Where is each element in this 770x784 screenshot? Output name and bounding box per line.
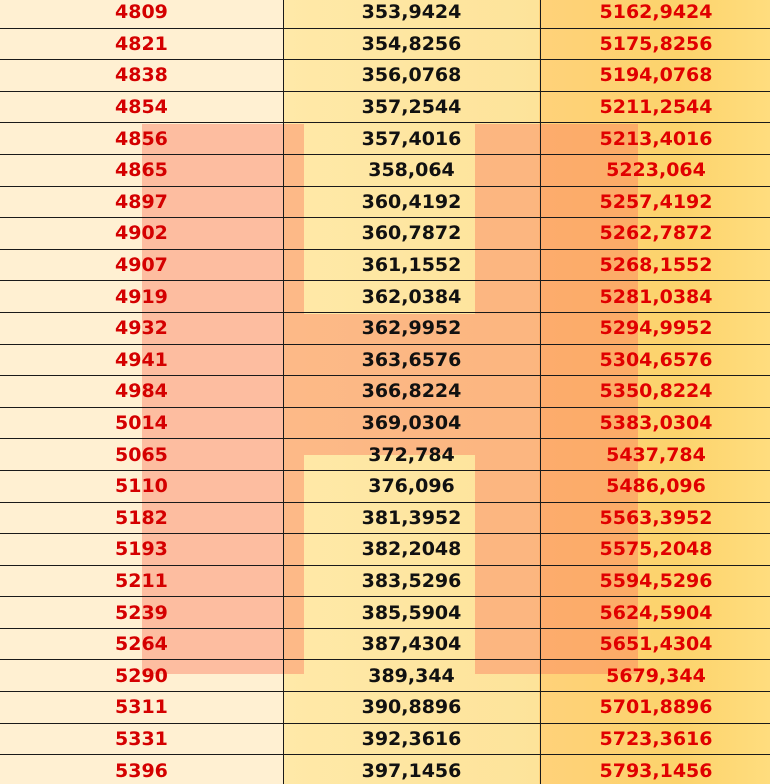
value-cell[interactable]: 390,8896 <box>283 692 540 724</box>
total-cell[interactable]: 5281,0384 <box>540 281 770 313</box>
id-cell[interactable]: 5110 <box>0 470 283 502</box>
value-cell[interactable]: 360,4192 <box>283 186 540 218</box>
total-cell[interactable]: 5679,344 <box>540 660 770 692</box>
value-cell[interactable]: 363,6576 <box>283 344 540 376</box>
id-cell[interactable]: 5211 <box>0 565 283 597</box>
value-cell[interactable]: 358,064 <box>283 154 540 186</box>
total-cell[interactable]: 5350,8224 <box>540 376 770 408</box>
total-cell[interactable]: 5383,0304 <box>540 407 770 439</box>
total-cell[interactable]: 5294,9952 <box>540 312 770 344</box>
total-cell[interactable]: 5793,1456 <box>540 755 770 784</box>
value-cell[interactable]: 366,8224 <box>283 376 540 408</box>
total-cell[interactable]: 5575,2048 <box>540 534 770 566</box>
table-row <box>0 249 770 281</box>
total-cell[interactable]: 5257,4192 <box>540 186 770 218</box>
value-cell[interactable]: 381,3952 <box>283 502 540 534</box>
table-row <box>0 407 770 439</box>
id-cell[interactable]: 4932 <box>0 312 283 344</box>
table-row <box>0 660 770 692</box>
total-cell[interactable]: 5304,6576 <box>540 344 770 376</box>
value-cell[interactable]: 362,0384 <box>283 281 540 313</box>
value-cell[interactable]: 376,096 <box>283 470 540 502</box>
id-cell[interactable]: 4984 <box>0 376 283 408</box>
total-cell[interactable]: 5162,9424 <box>540 0 770 28</box>
id-cell[interactable]: 5182 <box>0 502 283 534</box>
table-row <box>0 218 770 250</box>
table-row <box>0 123 770 155</box>
total-cell[interactable]: 5213,4016 <box>540 123 770 155</box>
id-cell[interactable]: 5065 <box>0 439 283 471</box>
table-row <box>0 281 770 313</box>
value-cell[interactable]: 360,7872 <box>283 218 540 250</box>
value-cell[interactable]: 397,1456 <box>283 755 540 784</box>
id-cell[interactable]: 4919 <box>0 281 283 313</box>
table-row <box>0 60 770 92</box>
id-cell[interactable]: 4821 <box>0 28 283 60</box>
table-row <box>0 439 770 471</box>
table-row <box>0 312 770 344</box>
table-row <box>0 376 770 408</box>
id-cell[interactable]: 5014 <box>0 407 283 439</box>
value-cell[interactable]: 369,0304 <box>283 407 540 439</box>
table-row <box>0 154 770 186</box>
table-row <box>0 597 770 629</box>
value-cell[interactable]: 362,9952 <box>283 312 540 344</box>
id-cell[interactable]: 4897 <box>0 186 283 218</box>
total-cell[interactable]: 5223,064 <box>540 154 770 186</box>
id-cell[interactable]: 5239 <box>0 597 283 629</box>
table-row <box>0 723 770 755</box>
total-cell[interactable]: 5723,3616 <box>540 723 770 755</box>
total-cell[interactable]: 5651,4304 <box>540 628 770 660</box>
total-cell[interactable]: 5701,8896 <box>540 692 770 724</box>
value-cell[interactable]: 385,5904 <box>283 597 540 629</box>
table-row <box>0 470 770 502</box>
table-row <box>0 755 770 784</box>
id-cell[interactable]: 4941 <box>0 344 283 376</box>
id-cell[interactable]: 4902 <box>0 218 283 250</box>
value-cell[interactable]: 383,5296 <box>283 565 540 597</box>
value-cell[interactable]: 372,784 <box>283 439 540 471</box>
id-cell[interactable]: 5290 <box>0 660 283 692</box>
value-cell[interactable]: 361,1552 <box>283 249 540 281</box>
total-cell[interactable]: 5624,5904 <box>540 597 770 629</box>
total-cell[interactable]: 5268,1552 <box>540 249 770 281</box>
total-cell[interactable]: 5594,5296 <box>540 565 770 597</box>
table-row <box>0 502 770 534</box>
table-row <box>0 565 770 597</box>
table-row <box>0 186 770 218</box>
total-cell[interactable]: 5437,784 <box>540 439 770 471</box>
value-cell[interactable]: 357,2544 <box>283 91 540 123</box>
id-cell[interactable]: 4809 <box>0 0 283 28</box>
id-cell[interactable]: 4865 <box>0 154 283 186</box>
id-cell[interactable]: 4856 <box>0 123 283 155</box>
id-cell[interactable]: 5193 <box>0 534 283 566</box>
value-cell[interactable]: 356,0768 <box>283 60 540 92</box>
id-cell[interactable]: 5396 <box>0 755 283 784</box>
id-cell[interactable]: 4838 <box>0 60 283 92</box>
id-cell[interactable]: 4854 <box>0 91 283 123</box>
value-cell[interactable]: 382,2048 <box>283 534 540 566</box>
value-cell[interactable]: 357,4016 <box>283 123 540 155</box>
total-cell[interactable]: 5486,096 <box>540 470 770 502</box>
total-cell[interactable]: 5563,3952 <box>540 502 770 534</box>
value-cell[interactable]: 392,3616 <box>283 723 540 755</box>
total-cell[interactable]: 5175,8256 <box>540 28 770 60</box>
table-row <box>0 692 770 724</box>
value-cell[interactable]: 353,9424 <box>283 0 540 28</box>
total-cell[interactable]: 5211,2544 <box>540 91 770 123</box>
table-row <box>0 28 770 60</box>
total-cell[interactable]: 5194,0768 <box>540 60 770 92</box>
table-row <box>0 344 770 376</box>
table-row <box>0 91 770 123</box>
value-cell[interactable]: 387,4304 <box>283 628 540 660</box>
table-row <box>0 534 770 566</box>
id-cell[interactable]: 5264 <box>0 628 283 660</box>
table-row <box>0 0 770 28</box>
id-cell[interactable]: 4907 <box>0 249 283 281</box>
total-cell[interactable]: 5262,7872 <box>540 218 770 250</box>
value-cell[interactable]: 389,344 <box>283 660 540 692</box>
value-cell[interactable]: 354,8256 <box>283 28 540 60</box>
id-cell[interactable]: 5311 <box>0 692 283 724</box>
id-cell[interactable]: 5331 <box>0 723 283 755</box>
table-row <box>0 628 770 660</box>
